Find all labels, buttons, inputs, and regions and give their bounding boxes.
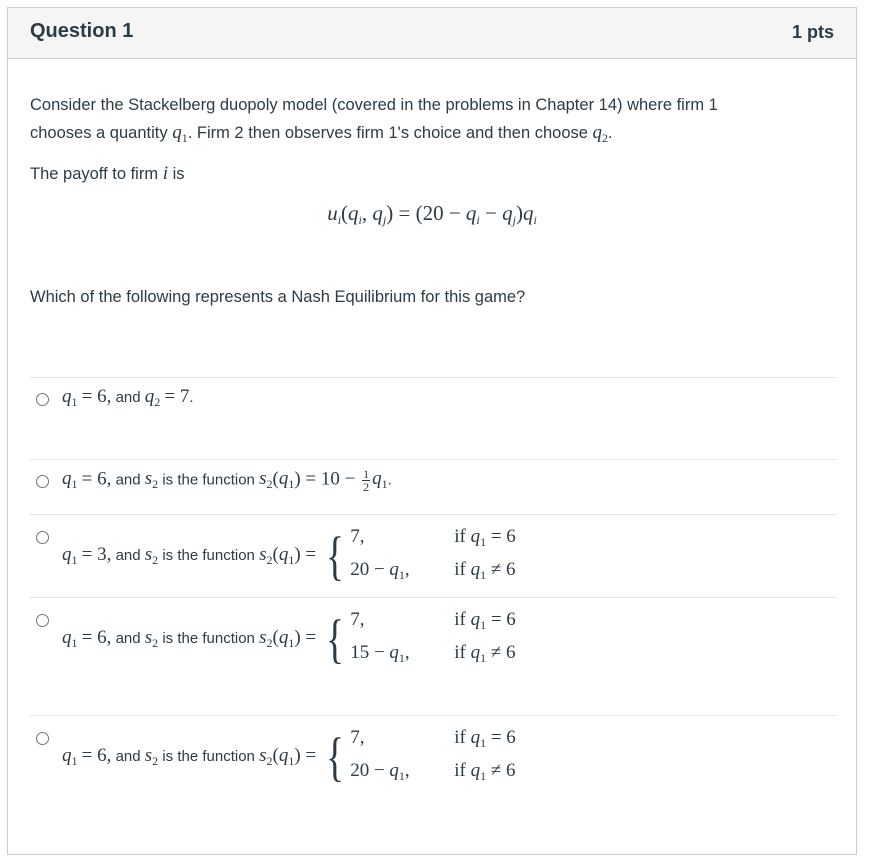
option-5-text: $q_1 = 6$, and $s_2$ is the function $s_2(q_1)$ = { 7, if $q_1 = 6$ $20 - q_1$, if $q_1 \ne 6$ (62, 727, 516, 787)
intro-text-b: chooses a quantity (30, 124, 168, 142)
radio-button[interactable] (36, 531, 49, 544)
intro-text-a: Consider the Stackelberg duopoly model (covered in the problems in Chapter 14) where firm 1 (30, 96, 718, 114)
option-2-text: $q_1 = 6$, and $s_2$ is the function $s_2(q_1) = 10$ − $\frac{1}{2}$ $q_1$. (62, 467, 392, 494)
answer-option-3[interactable] (30, 515, 836, 597)
payoff-text-a: The payoff to firm (30, 165, 159, 183)
radio-button[interactable] (36, 475, 49, 488)
radio-button[interactable] (36, 393, 49, 406)
answer-option-4[interactable] (30, 598, 836, 714)
question-header (8, 8, 856, 59)
option-4-text: $q_1 = 6$, and $s_2$ is the function $s_2(q_1)$ = { 7, if $q_1 = 6$ $15 - q_1$, if $q_1 \ne 6$ (62, 609, 516, 669)
question-points: 1 pts (791, 22, 834, 42)
radio-button[interactable] (36, 732, 49, 745)
answer-option-5[interactable] (30, 716, 836, 826)
option-3-text: $q_1 = 3$, and $s_2$ is the function $s_2(q_1)$ = { 7, if $q_1 = 6$ $20 - q_1$, if $q_1 \ne 6$ (62, 526, 516, 586)
intro-text-c: Firm 2 then observes firm 1's choice and then choose (196, 124, 588, 142)
intro-paragraph: Consider the Stackelberg duopoly model (covered in the problems in Chapter 14) where firm 1 chooses a quantity $q_1$. Firm 2 then observes firm 1's choice and then choose $q_2$. (30, 96, 718, 145)
answer-option-1[interactable] (30, 378, 836, 458)
answer-option-2[interactable] (30, 460, 836, 514)
question-card (7, 7, 857, 855)
radio-button[interactable] (36, 614, 49, 627)
payoff-text-b: is (172, 165, 185, 183)
question-prompt: Which of the following represents a Nash Equilibrium for this game? (30, 288, 526, 306)
payoff-equation: ui(qi, qj) = (20 − qi − qj)qi (327, 201, 537, 227)
option-1-text: $q_1 = 6$, and $q_2 = 7$. (62, 386, 194, 409)
payoff-paragraph: The payoff to firm i is (30, 163, 185, 184)
question-title: Question 1 (30, 20, 134, 42)
